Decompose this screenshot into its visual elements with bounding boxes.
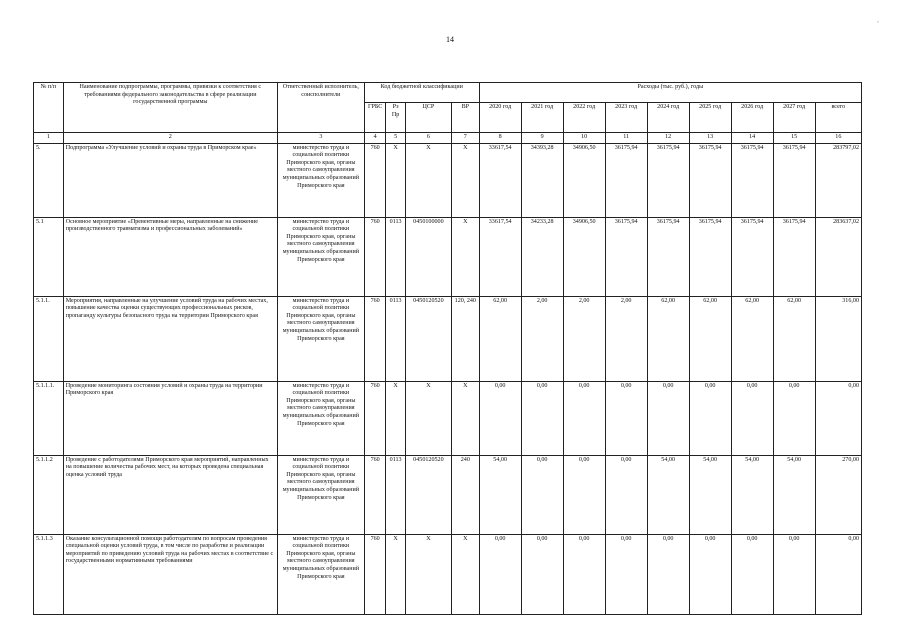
row-responsible: министерство труда и социальной политики Приморского края, органы местного самоуправления муниципальных образований Приморского края: [277, 455, 364, 534]
cell-year-value: 62,00: [647, 296, 689, 381]
cell-year-value: 34906,50: [563, 143, 605, 217]
column-number: 1: [34, 133, 64, 144]
cell-year-value: 36175,94: [605, 217, 647, 296]
cell-rzpr: 0113: [386, 217, 405, 296]
cell-year-value: 0,00: [647, 381, 689, 455]
cell-year-value: 2,00: [521, 296, 563, 381]
cell-grbs: 760: [364, 455, 386, 534]
cell-year-value: 0,00: [773, 534, 815, 614]
cell-grbs: 760: [364, 296, 386, 381]
row-responsible: министерство труда и социальной политики Приморского края, органы местного самоуправления муниципальных образований Приморского края: [277, 534, 364, 614]
row-number: 5.1.1.3: [34, 534, 64, 614]
cell-year-value: 36175,94: [605, 143, 647, 217]
header-year: 2027 год: [773, 103, 815, 133]
cell-year-value: 0,00: [689, 534, 731, 614]
cell-year-value: 0,00: [605, 534, 647, 614]
cell-year-value: 36175,94: [731, 217, 773, 296]
row-number: 5.1: [34, 217, 64, 296]
cell-csr: X: [405, 381, 451, 455]
column-number: 9: [521, 133, 563, 144]
column-number: 13: [689, 133, 731, 144]
cell-vr: X: [451, 534, 479, 614]
cell-total: 270,00: [815, 455, 861, 534]
cell-year-value: 0,00: [479, 381, 521, 455]
row-name: Мероприятия, направленные на улучшение условий труда на рабочих местах, повышение качества оценки существующих профессиональных рисков, пропаганду культуры безопасного труда на территории Приморского края: [63, 296, 277, 381]
column-number: 16: [815, 133, 861, 144]
cell-year-value: 34233,28: [521, 217, 563, 296]
cell-year-value: 54,00: [773, 455, 815, 534]
cell-csr: 0450100000: [405, 217, 451, 296]
cell-year-value: 0,00: [521, 381, 563, 455]
page-number: 14: [446, 35, 454, 44]
column-number-row: [34, 133, 862, 144]
table-row: [34, 381, 862, 455]
row-name: Оказание консультационной помощи работодателям по вопросам проведения специальной оценки условий труда, в том числе по разработке и реализации мероприятий по приведению условий труда на рабочих местах в соответствие с государственными нормативными требованиями: [63, 534, 277, 614]
column-number: 15: [773, 133, 815, 144]
row-name: Проведение мониторинга состояния условий и охраны труда на территории Приморского края: [63, 381, 277, 455]
cell-grbs: 760: [364, 381, 386, 455]
cell-year-value: 0,00: [647, 534, 689, 614]
cell-year-value: 36175,94: [647, 143, 689, 217]
cell-year-value: 62,00: [731, 296, 773, 381]
table-row: [34, 534, 862, 614]
cell-year-value: 36175,94: [731, 143, 773, 217]
cell-vr: X: [451, 381, 479, 455]
row-responsible: министерство труда и социальной политики Приморского края, органы местного самоуправления муниципальных образований Приморского края: [277, 381, 364, 455]
cell-year-value: 36175,94: [647, 217, 689, 296]
header-year: 2026 год: [731, 103, 773, 133]
cell-rzpr: X: [386, 534, 405, 614]
row-number: 5.: [34, 143, 64, 217]
cell-total: 283637,02: [815, 217, 861, 296]
row-number: 5.1.1.1.: [34, 381, 64, 455]
header-year: 2023 год: [605, 103, 647, 133]
row-name: Проведение с работодателями Приморского края мероприятий, направленных на повышение количества рабочих мест, на которых проведена специальная оценка условий труда: [63, 455, 277, 534]
header-csr: ЦСР: [405, 103, 451, 133]
header-year: 2024 год: [647, 103, 689, 133]
header-year: 2022 год: [563, 103, 605, 133]
cell-year-value: 54,00: [647, 455, 689, 534]
cell-year-value: 36175,94: [773, 217, 815, 296]
column-number: 6: [405, 133, 451, 144]
cell-year-value: 0,00: [731, 534, 773, 614]
column-number: 14: [731, 133, 773, 144]
cell-year-value: 0,00: [521, 534, 563, 614]
header-num: № п/п: [34, 83, 64, 133]
header-expenses: Расходы (тыс. руб.), годы: [479, 83, 861, 103]
cell-year-value: 0,00: [563, 534, 605, 614]
cell-year-value: 0,00: [521, 455, 563, 534]
header-grbs: ГРБС: [364, 103, 386, 133]
cell-total: 0,00: [815, 534, 861, 614]
cell-year-value: 54,00: [689, 455, 731, 534]
cell-year-value: 62,00: [479, 296, 521, 381]
cell-vr: 120, 240: [451, 296, 479, 381]
cell-year-value: 0,00: [563, 381, 605, 455]
column-number: 2: [63, 133, 277, 144]
cell-year-value: 0,00: [605, 381, 647, 455]
cell-year-value: 0,00: [563, 455, 605, 534]
cell-rzpr: 0113: [386, 296, 405, 381]
cell-grbs: 760: [364, 534, 386, 614]
cell-year-value: 54,00: [479, 455, 521, 534]
column-number: 12: [647, 133, 689, 144]
table-row: [34, 143, 862, 217]
corner-mark: ‹: [877, 19, 879, 25]
cell-year-value: 0,00: [605, 455, 647, 534]
cell-rzpr: X: [386, 143, 405, 217]
table-row: [34, 296, 862, 381]
row-responsible: министерство труда и социальной политики Приморского края, органы местного самоуправления муниципальных образований Приморского края: [277, 217, 364, 296]
cell-year-value: 34906,50: [563, 217, 605, 296]
column-number: 7: [451, 133, 479, 144]
header-rzpr: Рз Пр: [386, 103, 405, 133]
header-year: 2020 год: [479, 103, 521, 133]
column-number: 5: [386, 133, 405, 144]
cell-grbs: 760: [364, 217, 386, 296]
cell-year-value: 0,00: [773, 381, 815, 455]
header-budget-code: Код бюджетной классификации: [364, 83, 479, 103]
row-number: 5.1.1.2: [34, 455, 64, 534]
cell-year-value: 36175,94: [773, 143, 815, 217]
cell-year-value: 34393,28: [521, 143, 563, 217]
cell-vr: X: [451, 143, 479, 217]
table-row: [34, 217, 862, 296]
cell-year-value: 0,00: [479, 534, 521, 614]
column-number: 11: [605, 133, 647, 144]
cell-year-value: 36175,94: [689, 217, 731, 296]
cell-csr: 0450120520: [405, 296, 451, 381]
row-number: 5.1.1.: [34, 296, 64, 381]
header-total: всего: [815, 103, 861, 133]
cell-year-value: 54,00: [731, 455, 773, 534]
header-year: 2025 год: [689, 103, 731, 133]
cell-year-value: 33617,54: [479, 143, 521, 217]
row-name: Подпрограмма «Улучшение условий и охраны труда в Приморском крае»: [63, 143, 277, 217]
header-responsible: Ответственный исполнитель, соисполнители: [277, 83, 364, 133]
column-number: 4: [364, 133, 386, 144]
cell-grbs: 760: [364, 143, 386, 217]
cell-csr: X: [405, 143, 451, 217]
cell-csr: X: [405, 534, 451, 614]
row-responsible: министерство труда и социальной политики Приморского края, органы местного самоуправления муниципальных образований Приморского края: [277, 143, 364, 217]
cell-year-value: 62,00: [689, 296, 731, 381]
table-row: [34, 455, 862, 534]
header-year: 2021 год: [521, 103, 563, 133]
column-number: 8: [479, 133, 521, 144]
header-vr: ВР: [451, 103, 479, 133]
cell-year-value: 33617,54: [479, 217, 521, 296]
cell-year-value: 36175,94: [689, 143, 731, 217]
header-name: Наименование подпрограммы, программы, привязки к соответствия с требованиями федерального законодательства в сфере реализации государственной программы: [63, 83, 277, 133]
cell-total: 316,00: [815, 296, 861, 381]
cell-vr: 240: [451, 455, 479, 534]
cell-year-value: 2,00: [563, 296, 605, 381]
cell-vr: X: [451, 217, 479, 296]
cell-total: 283797,02: [815, 143, 861, 217]
budget-table: [33, 82, 862, 615]
cell-csr: 0450120520: [405, 455, 451, 534]
column-number: 10: [563, 133, 605, 144]
cell-year-value: 0,00: [731, 381, 773, 455]
cell-year-value: 62,00: [773, 296, 815, 381]
cell-rzpr: X: [386, 381, 405, 455]
cell-rzpr: 0113: [386, 455, 405, 534]
cell-year-value: 2,00: [605, 296, 647, 381]
cell-year-value: 0,00: [689, 381, 731, 455]
row-responsible: министерство труда и социальной политики Приморского края, органы местного самоуправления муниципальных образований Приморского края: [277, 296, 364, 381]
cell-total: 0,00: [815, 381, 861, 455]
row-name: Основное мероприятие «Превентивные меры, направленные на снижение производственного травматизма и профессиональных заболеваний»: [63, 217, 277, 296]
column-number: 3: [277, 133, 364, 144]
